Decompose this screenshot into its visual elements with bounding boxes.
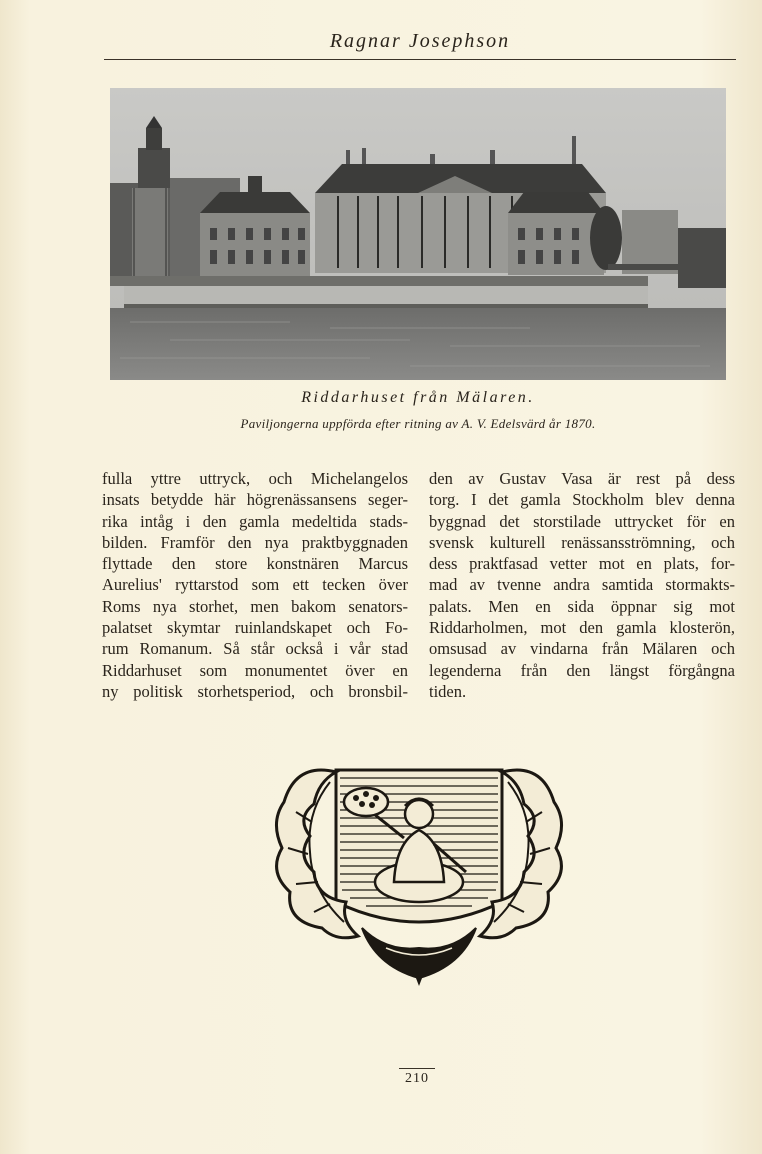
text-line: torg. I det gamla Stockholm blev denna	[429, 490, 735, 510]
photo-caption-title: Riddarhuset från Mälaren.	[301, 389, 535, 406]
text-line: Riddarholmen, mot den gamla klosterön,	[429, 618, 735, 638]
text-line: byggnad det storstilade uttrycket för en	[429, 511, 735, 531]
text-line: rum Romanum. Så står också i vår stad	[102, 639, 408, 659]
text-line: rika intåg i den gamla medeltida stads-	[102, 511, 408, 531]
text-column-left	[102, 468, 408, 702]
photo-caption-note: Paviljongerna uppförda efter ritning av A. V. Edelsvärd år 1870.	[240, 416, 596, 431]
text-line: palats. Men en sida öppnar sig mot	[429, 596, 735, 616]
decorative-vignette-ornament	[266, 752, 572, 988]
text-column-right	[429, 468, 735, 702]
folio-rule	[399, 1068, 435, 1069]
text-line: fulla yttre uttryck, och Michelangelos	[102, 469, 408, 488]
text-line: Riddarhuset som monumentet över en	[102, 660, 408, 680]
text-line: insats betydde här högrenässansens seger-	[102, 490, 408, 510]
text-line: dess praktfasad vetter mot en plats, for-	[429, 554, 735, 574]
text-line: den av Gustav Vasa är rest på dess	[429, 469, 735, 488]
text-line: mad av tvenne andra samtida stormakts-	[429, 575, 735, 595]
text-line: omsusad av vindarna från Mälaren och	[429, 639, 735, 659]
text-line: svensk kulturell renässansströmning, och	[429, 532, 735, 552]
riddarhuset-photograph	[110, 88, 726, 380]
text-line: legenderna från den längst förgångna	[429, 660, 735, 680]
running-head: Ragnar Josephson	[329, 30, 511, 52]
page-number: 210	[405, 1071, 429, 1086]
header-rule	[104, 59, 736, 60]
text-line: ny politisk storhetsperiod, och bronsbil-	[102, 681, 408, 701]
text-line: tiden.	[429, 681, 467, 701]
text-line: flyttade den store konstnären Marcus	[102, 554, 408, 574]
text-line: Roms nya storhet, men bakom senators-	[102, 596, 408, 616]
text-line: Aurelius' ryttarstod som ett tecken över	[102, 575, 408, 595]
text-line: palatset skymtar ruinlandskapet och Fo-	[102, 618, 408, 638]
text-line: bilden. Framför den nya praktbyggnaden	[102, 532, 408, 552]
